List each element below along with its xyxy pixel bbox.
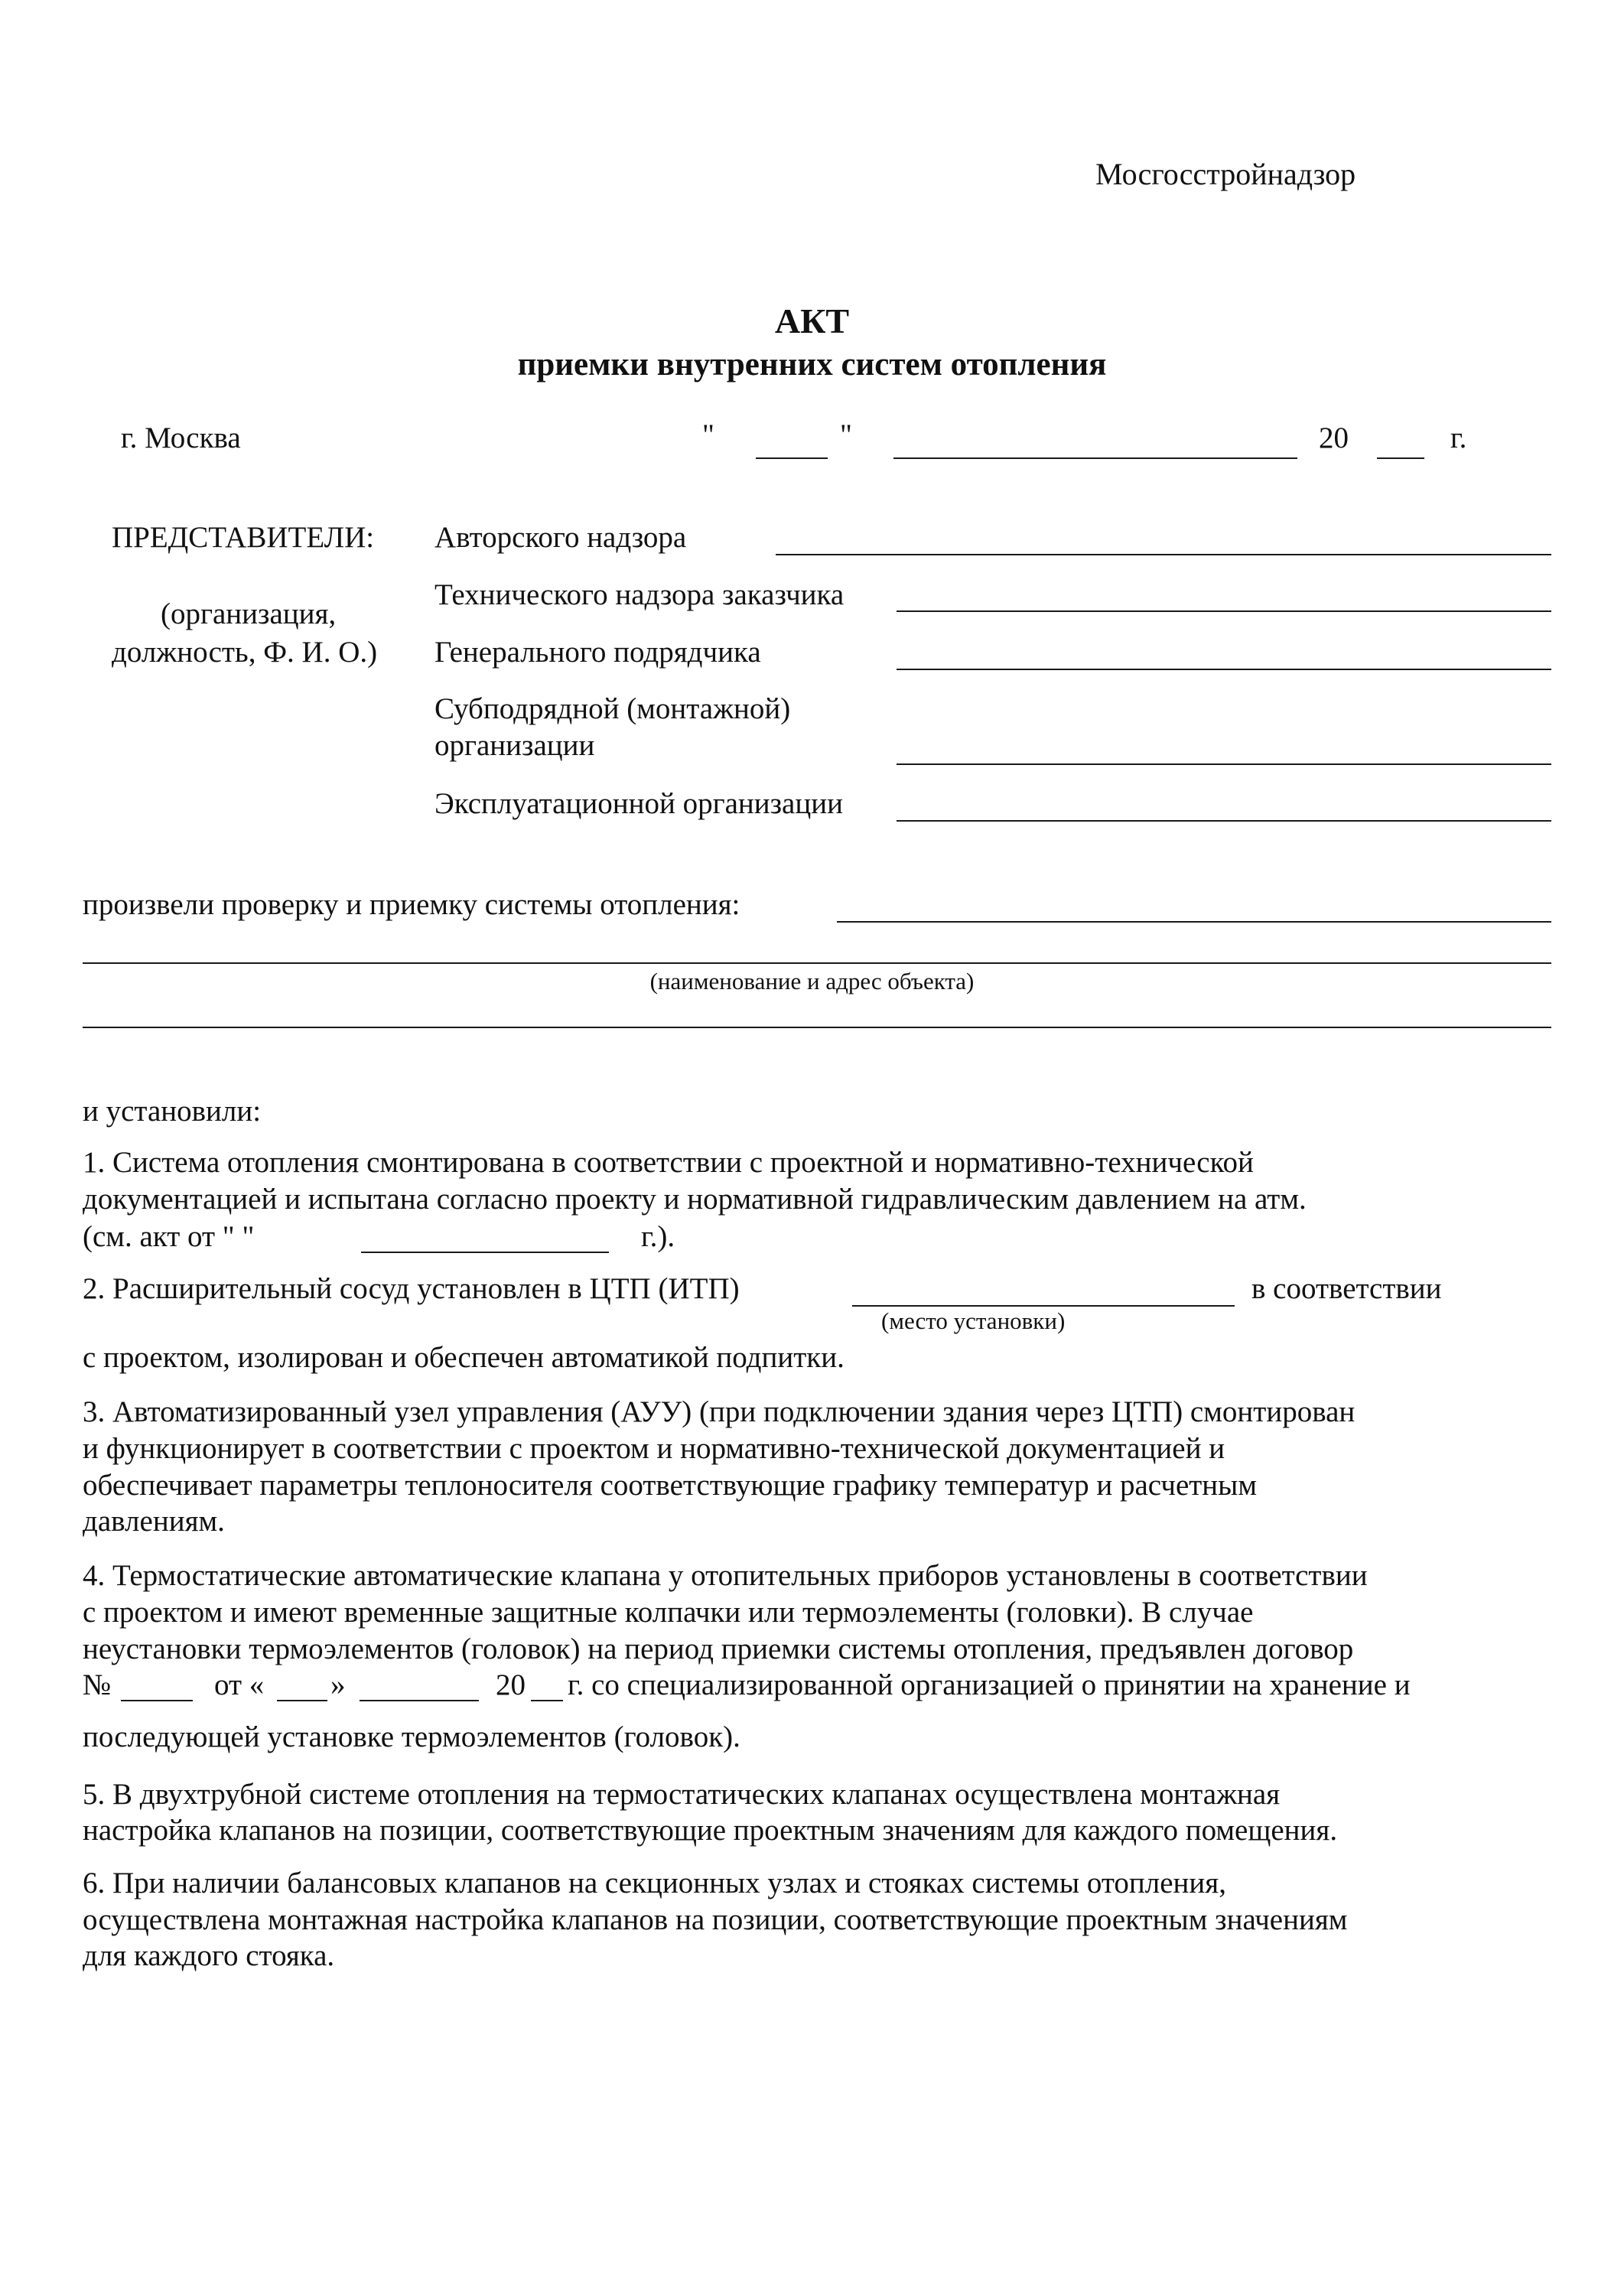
contract-from-label: от «: [214, 1668, 265, 1701]
contract-day-blank[interactable]: [277, 1700, 327, 1701]
role-operator: Эксплуатационной организации: [434, 787, 843, 820]
role-general-contractor: Генерального подрядчика: [434, 636, 761, 669]
item-6-line-1: 6. При наличии балансовых клапанов на секционных узлах и стояках системы отопления,: [83, 1867, 1226, 1899]
role-subcontractor-2: организации: [434, 729, 595, 762]
representatives-heading: ПРЕДСТАВИТЕЛИ:: [112, 521, 375, 554]
month-blank[interactable]: [893, 457, 1297, 459]
item-6-line-2: осуществлена монтажная настройка клапанов на позиции, соответствующие проектным значениям: [83, 1903, 1348, 1936]
item-4-line-1: 4. Термостатические автоматические клапана у отопительных приборов установлены в соответствии: [83, 1559, 1368, 1592]
item-2-compliance: в соответствии: [1251, 1272, 1442, 1305]
year-blank[interactable]: [1377, 457, 1424, 459]
city: г. Москва: [121, 422, 241, 454]
date-quote-close: ": [840, 418, 852, 451]
item-4-line-2: с проектом и имеют временные защитные колпачки или термоэлементы (головки). В случае: [83, 1596, 1254, 1629]
item-5-line-2: настройка клапанов на позиции, соответствующие проектным значениям для каждого помещения.: [83, 1814, 1338, 1847]
established-label: и установили:: [83, 1095, 262, 1128]
contract-year-prefix: 20: [496, 1668, 526, 1701]
agency-name: Мосгосстройнадзор: [1095, 157, 1356, 191]
subcontractor-blank[interactable]: [897, 763, 1551, 765]
item-2-line-2: с проектом, изолирован и обеспечен автоматикой подпитки.: [83, 1341, 845, 1374]
contract-number-sign: №: [83, 1668, 112, 1701]
vessel-location-caption: (место установки): [881, 1307, 1066, 1334]
item-3-line-4: давлениям.: [83, 1505, 225, 1538]
role-author-supervision: Авторского надзора: [434, 521, 687, 554]
contract-number-blank[interactable]: [121, 1700, 193, 1701]
representatives-note-1: (организация,: [161, 597, 337, 630]
role-tech-supervision: Технического надзора заказчика: [434, 578, 845, 611]
item-3-line-3: обеспечивает параметры теплоносителя соответствующие графику температур и расчетным: [83, 1469, 1258, 1502]
item-4-line-3: неустановки термоэлементов (головок) на период приемки системы отопления, предъявлен договор: [83, 1633, 1354, 1665]
year-suffix: г.: [1450, 422, 1467, 454]
date-quote-open: ": [702, 418, 714, 451]
item-1-act-ref: (см. акт от " ": [83, 1220, 255, 1253]
role-subcontractor-1: Субподрядной (монтажной): [434, 692, 791, 725]
item-2-text: 2. Расширительный сосуд установлен в ЦТП (ИТП): [83, 1272, 740, 1305]
item-1-act-year: г.).: [641, 1220, 675, 1253]
inspection-object-blank[interactable]: [837, 921, 1551, 923]
year-prefix: 20: [1319, 422, 1349, 454]
act-date-blank[interactable]: [361, 1252, 609, 1253]
item-1-line-1: 1. Система отопления смонтирована в соответствии с проектной и нормативно-технической: [83, 1146, 1254, 1179]
tech-supervision-blank[interactable]: [897, 610, 1551, 612]
author-supervision-blank[interactable]: [776, 554, 1551, 555]
object-address-blank[interactable]: [83, 1027, 1551, 1028]
operator-blank[interactable]: [897, 820, 1551, 822]
item-3-line-2: и функционирует в соответствии с проектом и нормативно-технической документацией и: [83, 1432, 1225, 1465]
document-subtitle: приемки внутренних систем отопления: [517, 347, 1107, 382]
item-1-line-2: документацией и испытана согласно проекту и нормативной гидравлическим давлением на атм.: [83, 1183, 1307, 1216]
item-4-line-5: последующей установке термоэлементов (головок).: [83, 1720, 740, 1753]
item-6-line-3: для каждого стояка.: [83, 1939, 335, 1972]
object-name-blank[interactable]: [83, 962, 1551, 964]
general-contractor-blank[interactable]: [897, 669, 1551, 670]
contract-quote-close: »: [330, 1668, 346, 1701]
item-4-line-4: г. со специализированной организацией о принятии на хранение и: [568, 1668, 1411, 1701]
contract-year-blank[interactable]: [531, 1700, 563, 1701]
item-5-line-1: 5. В двухтрубной системе отопления на термостатических клапанах осуществлена монтажная: [83, 1778, 1281, 1811]
contract-month-blank[interactable]: [360, 1700, 479, 1701]
object-caption: (наименование и адрес объекта): [649, 968, 975, 994]
representatives-note-2: должность, Ф. И. О.): [112, 636, 378, 669]
item-3-line-1: 3. Автоматизированный узел управления (АУУ) (при подключении здания через ЦТП) смонтирован: [83, 1395, 1356, 1428]
day-blank[interactable]: [756, 457, 828, 459]
document-title: АКТ: [774, 301, 850, 340]
inspection-text: произвели проверку и приемку системы отопления:: [83, 888, 740, 921]
